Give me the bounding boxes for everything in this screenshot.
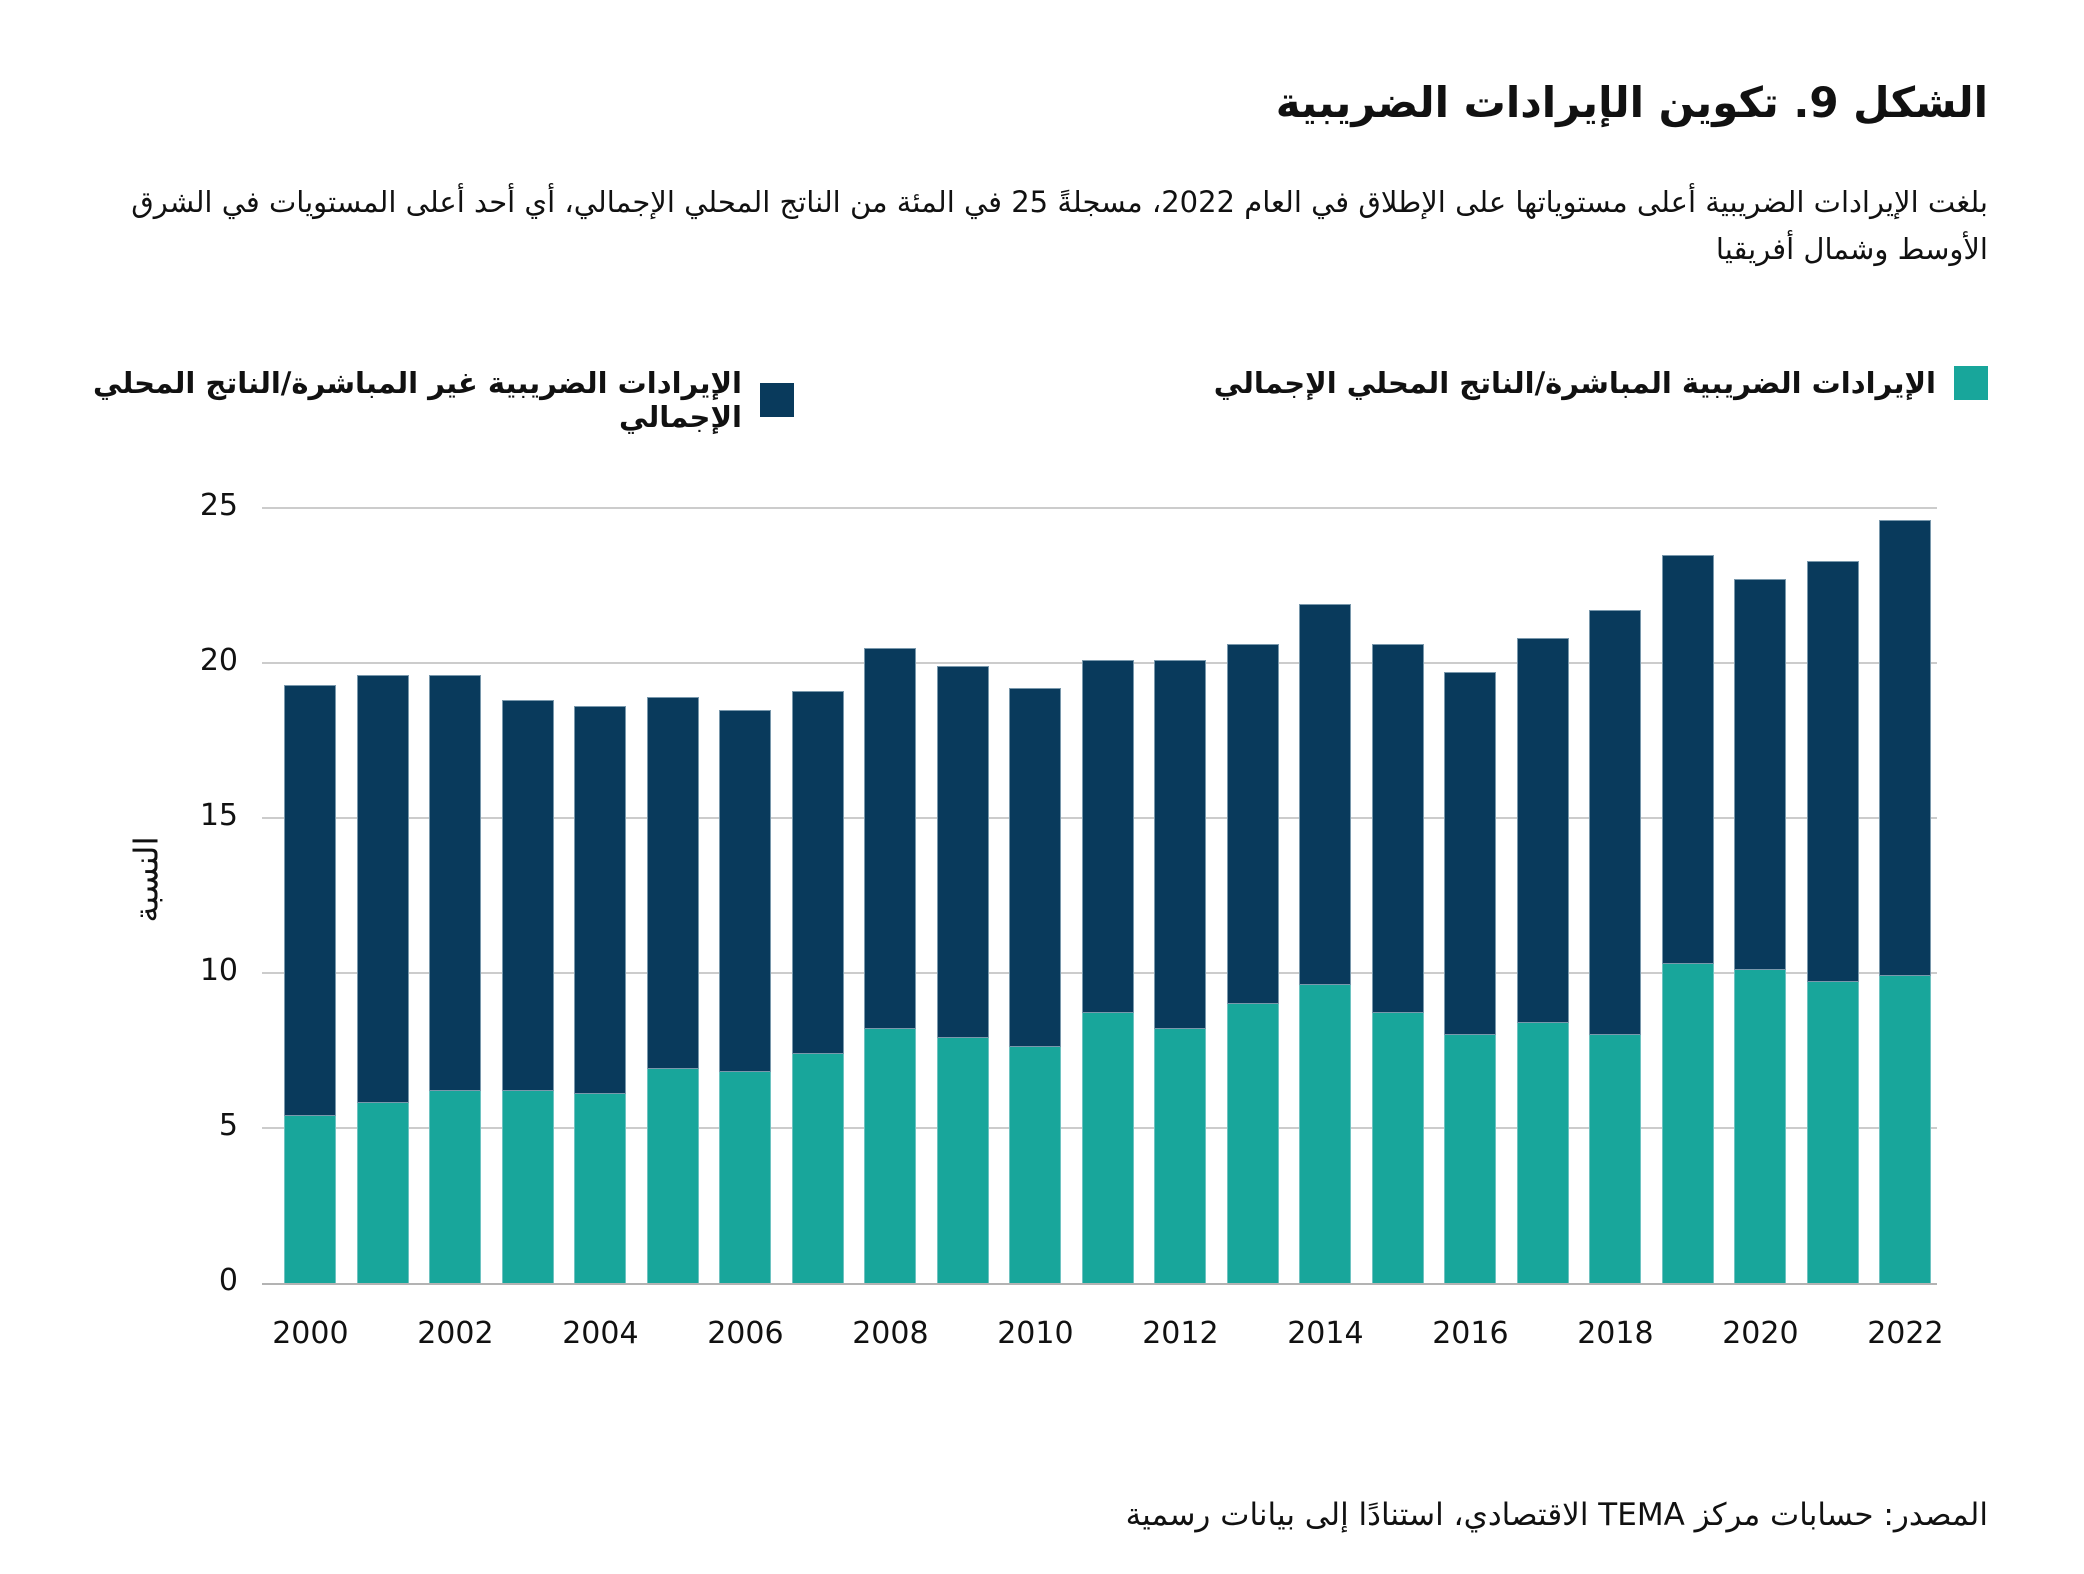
bar-2010-direct bbox=[1009, 1047, 1061, 1283]
bar-2003-direct bbox=[502, 1091, 554, 1283]
bar-2007-indirect bbox=[792, 691, 844, 1054]
x-tick-label-2018: 2018 bbox=[1577, 1316, 1654, 1351]
bar-2015-indirect bbox=[1372, 644, 1424, 1013]
bar-2014-indirect bbox=[1299, 604, 1351, 985]
bar-2013-indirect bbox=[1227, 644, 1279, 1004]
x-tick-label-2008: 2008 bbox=[852, 1316, 929, 1351]
bar-2000-indirect bbox=[284, 685, 336, 1116]
x-tick-label-2000: 2000 bbox=[272, 1316, 349, 1351]
source-note: المصدر: حسابات مركز TEMA الاقتصادي، استنادًا إلى بيانات رسمية bbox=[1125, 1497, 1988, 1533]
bar-2015-direct bbox=[1372, 1013, 1424, 1283]
bar-2020-direct bbox=[1734, 970, 1786, 1283]
legend-entry-indirect-taxes bbox=[0, 366, 794, 434]
x-tick-label-2002: 2002 bbox=[417, 1316, 494, 1351]
bar-2012-indirect bbox=[1154, 660, 1206, 1029]
bar-2018-direct bbox=[1589, 1035, 1641, 1283]
gridline-25 bbox=[262, 507, 1937, 509]
legend-swatch-indirect-navy-icon bbox=[760, 383, 794, 417]
bar-2009-indirect bbox=[937, 666, 989, 1038]
plot-area bbox=[262, 508, 1937, 1285]
x-tick-label-2020: 2020 bbox=[1722, 1316, 1799, 1351]
bar-2004-direct bbox=[574, 1094, 626, 1283]
bar-2004-indirect bbox=[574, 706, 626, 1094]
bar-2011-direct bbox=[1082, 1013, 1134, 1283]
y-axis-title: النسبة bbox=[126, 836, 166, 923]
x-tick-label-2022: 2022 bbox=[1867, 1316, 1944, 1351]
bar-2001-direct bbox=[357, 1103, 409, 1283]
x-tick-label-2010: 2010 bbox=[997, 1316, 1074, 1351]
x-tick-label-2004: 2004 bbox=[562, 1316, 639, 1351]
y-tick-label-5: 5 bbox=[218, 1108, 238, 1143]
bar-2017-direct bbox=[1517, 1023, 1569, 1283]
figure-subtitle: بلغت الإيرادات الضريبية أعلى مستوياتها على الإطلاق في العام 2022، مسجلةً 25 في المئة من الناتج المحلي الإجمالي، أي أحد أعلى المستويات في الشرق الأوسط وشمال أفريقيا bbox=[131, 185, 1988, 266]
bar-2016-direct bbox=[1444, 1035, 1496, 1283]
bar-2010-indirect bbox=[1009, 688, 1061, 1048]
x-tick-label-2014: 2014 bbox=[1287, 1316, 1364, 1351]
y-tick-label-0: 0 bbox=[218, 1263, 238, 1298]
bar-2012-direct bbox=[1154, 1029, 1206, 1283]
y-tick-label-20: 20 bbox=[199, 643, 238, 678]
bar-2021-indirect bbox=[1807, 561, 1859, 983]
bar-2008-indirect bbox=[864, 648, 916, 1029]
bar-2008-direct bbox=[864, 1029, 916, 1283]
x-tick-label-2006: 2006 bbox=[707, 1316, 784, 1351]
legend-label-direct: الإيرادات الضريبية المباشرة/الناتج المحلي الإجمالي bbox=[1213, 366, 1936, 400]
bar-2018-indirect bbox=[1589, 610, 1641, 1035]
bar-2000-direct bbox=[284, 1116, 336, 1283]
bar-2001-indirect bbox=[357, 675, 409, 1103]
bar-2017-indirect bbox=[1517, 638, 1569, 1022]
bar-2019-indirect bbox=[1662, 555, 1714, 964]
bar-2002-direct bbox=[429, 1091, 481, 1283]
y-tick-label-10: 10 bbox=[199, 953, 238, 988]
bar-2009-direct bbox=[937, 1038, 989, 1283]
bar-2006-indirect bbox=[719, 710, 771, 1073]
bar-2007-direct bbox=[792, 1054, 844, 1283]
bar-2021-direct bbox=[1807, 982, 1859, 1283]
bar-2005-direct bbox=[647, 1069, 699, 1283]
x-tick-label-2016: 2016 bbox=[1432, 1316, 1509, 1351]
y-tick-label-25: 25 bbox=[199, 488, 238, 523]
legend-swatch-direct-teal-icon bbox=[1954, 366, 1988, 400]
bar-2002-indirect bbox=[429, 675, 481, 1090]
bar-2022-indirect bbox=[1879, 520, 1931, 976]
bar-2013-direct bbox=[1227, 1004, 1279, 1283]
bar-2020-indirect bbox=[1734, 579, 1786, 970]
bar-2003-indirect bbox=[502, 700, 554, 1091]
bar-2016-indirect bbox=[1444, 672, 1496, 1035]
figure-title: الشكل 9. تكوين الإيرادات الضريبية bbox=[1275, 78, 1988, 128]
legend-label-indirect: الإيرادات الضريبية غير المباشرة/الناتج المحلي الإجمالي bbox=[92, 366, 742, 434]
legend-entry-direct-taxes bbox=[1214, 366, 1988, 400]
bar-2005-indirect bbox=[647, 697, 699, 1069]
bar-2011-indirect bbox=[1082, 660, 1134, 1013]
y-tick-label-15: 15 bbox=[199, 798, 238, 833]
bar-2014-direct bbox=[1299, 985, 1351, 1283]
bar-2022-direct bbox=[1879, 976, 1931, 1283]
bar-2006-direct bbox=[719, 1072, 771, 1283]
bar-2019-direct bbox=[1662, 964, 1714, 1283]
x-tick-label-2012: 2012 bbox=[1142, 1316, 1219, 1351]
